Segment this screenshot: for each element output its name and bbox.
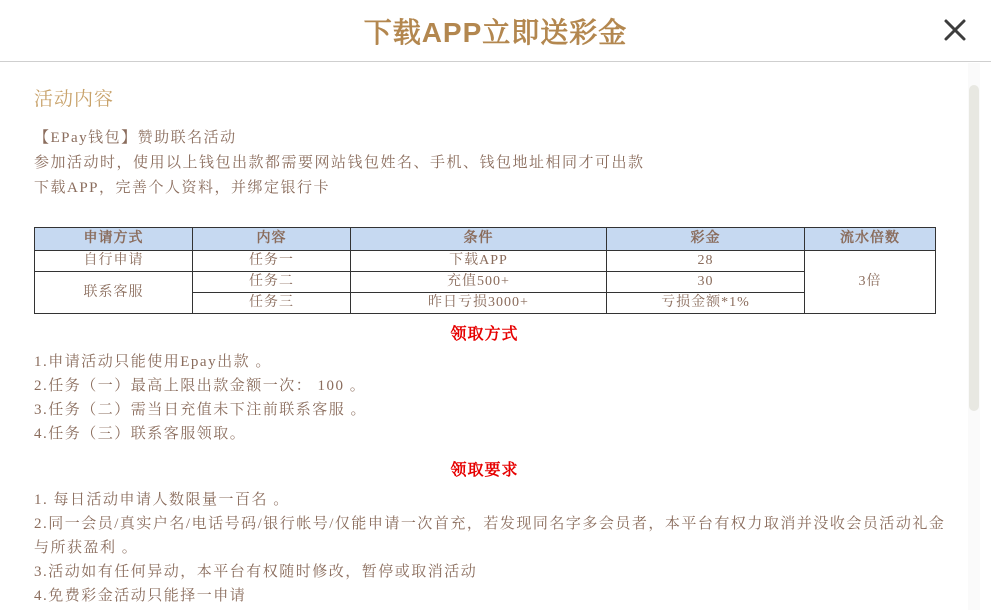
list-item: 1. 每日活动申请人数限量一百名 。 xyxy=(34,492,290,508)
col-header-condition: 条件 xyxy=(351,228,607,251)
cell-multiplier: 3倍 xyxy=(805,251,936,314)
cell-bonus2: 30 xyxy=(607,272,805,293)
cell-apply-contact-cs: 联系客服 xyxy=(35,272,193,314)
table-row xyxy=(35,272,936,293)
cell-task1: 任务一 xyxy=(193,251,351,272)
cell-cond1: 下载APP xyxy=(351,251,607,272)
intro-line: 下载APP，完善个人资料，并绑定银行卡 xyxy=(34,180,331,196)
modal-header xyxy=(0,0,991,62)
cell-apply-self: 自行申请 xyxy=(35,251,193,272)
intro-line: 参加活动时，使用以上钱包出款都需要网站钱包姓名、手机、钱包地址相同才可出款 xyxy=(34,155,645,171)
intro-paragraph xyxy=(34,126,957,201)
list-item: 2.任务（一）最高上限出款金额一次： 100 。 xyxy=(34,378,367,394)
intro-line: 【EPay钱包】赞助联名活动 xyxy=(34,130,237,146)
list-item: 2.同一会员/真实户名/电话号码/银行帐号/仅能申请一次首充，若发现同名字多会员者，本平台有权力取消并没收会员活动礼金与所获盈利 。 xyxy=(34,516,946,556)
col-header-bonus: 彩金 xyxy=(607,228,805,251)
cell-task3: 任务三 xyxy=(193,293,351,314)
close-button[interactable] xyxy=(937,12,973,48)
claim-requirements-heading: 领取要求 xyxy=(450,462,519,479)
list-item: 3.任务（二）需当日充值未下注前联系客服 。 xyxy=(34,402,368,418)
modal-title: 下载APP立即送彩金 xyxy=(363,16,628,48)
claim-requirements-list xyxy=(34,488,957,608)
col-header-turnover: 流水倍数 xyxy=(805,228,936,251)
cell-task2: 任务二 xyxy=(193,272,351,293)
close-icon xyxy=(941,16,969,44)
col-header-content: 内容 xyxy=(193,228,351,251)
claim-method-list xyxy=(34,350,957,446)
cell-bonus1: 28 xyxy=(607,251,805,272)
claim-method-heading: 领取方式 xyxy=(450,326,519,343)
section-title: 活动内容 xyxy=(34,89,115,110)
cell-bonus3: 亏损金额*1% xyxy=(607,293,805,314)
modal-body xyxy=(0,62,991,608)
cell-cond2: 充值500+ xyxy=(351,272,607,293)
scrollbar-track[interactable] xyxy=(968,63,980,610)
scrollbar-thumb[interactable] xyxy=(969,85,979,411)
col-header-apply-method: 申请方式 xyxy=(35,228,193,251)
list-item: 3.活动如有任何异动，本平台有权随时修改，暂停或取消活动 xyxy=(34,564,478,580)
cell-cond3: 昨日亏损3000+ xyxy=(351,293,607,314)
list-item: 4.免费彩金活动只能择一申请 xyxy=(34,588,247,604)
list-item: 4.任务（三）联系客服领取。 xyxy=(34,426,247,442)
promo-table xyxy=(34,227,936,314)
list-item: 1.申请活动只能使用Epay出款 。 xyxy=(34,354,272,370)
table-header-row xyxy=(35,228,936,251)
table-row xyxy=(35,251,936,272)
